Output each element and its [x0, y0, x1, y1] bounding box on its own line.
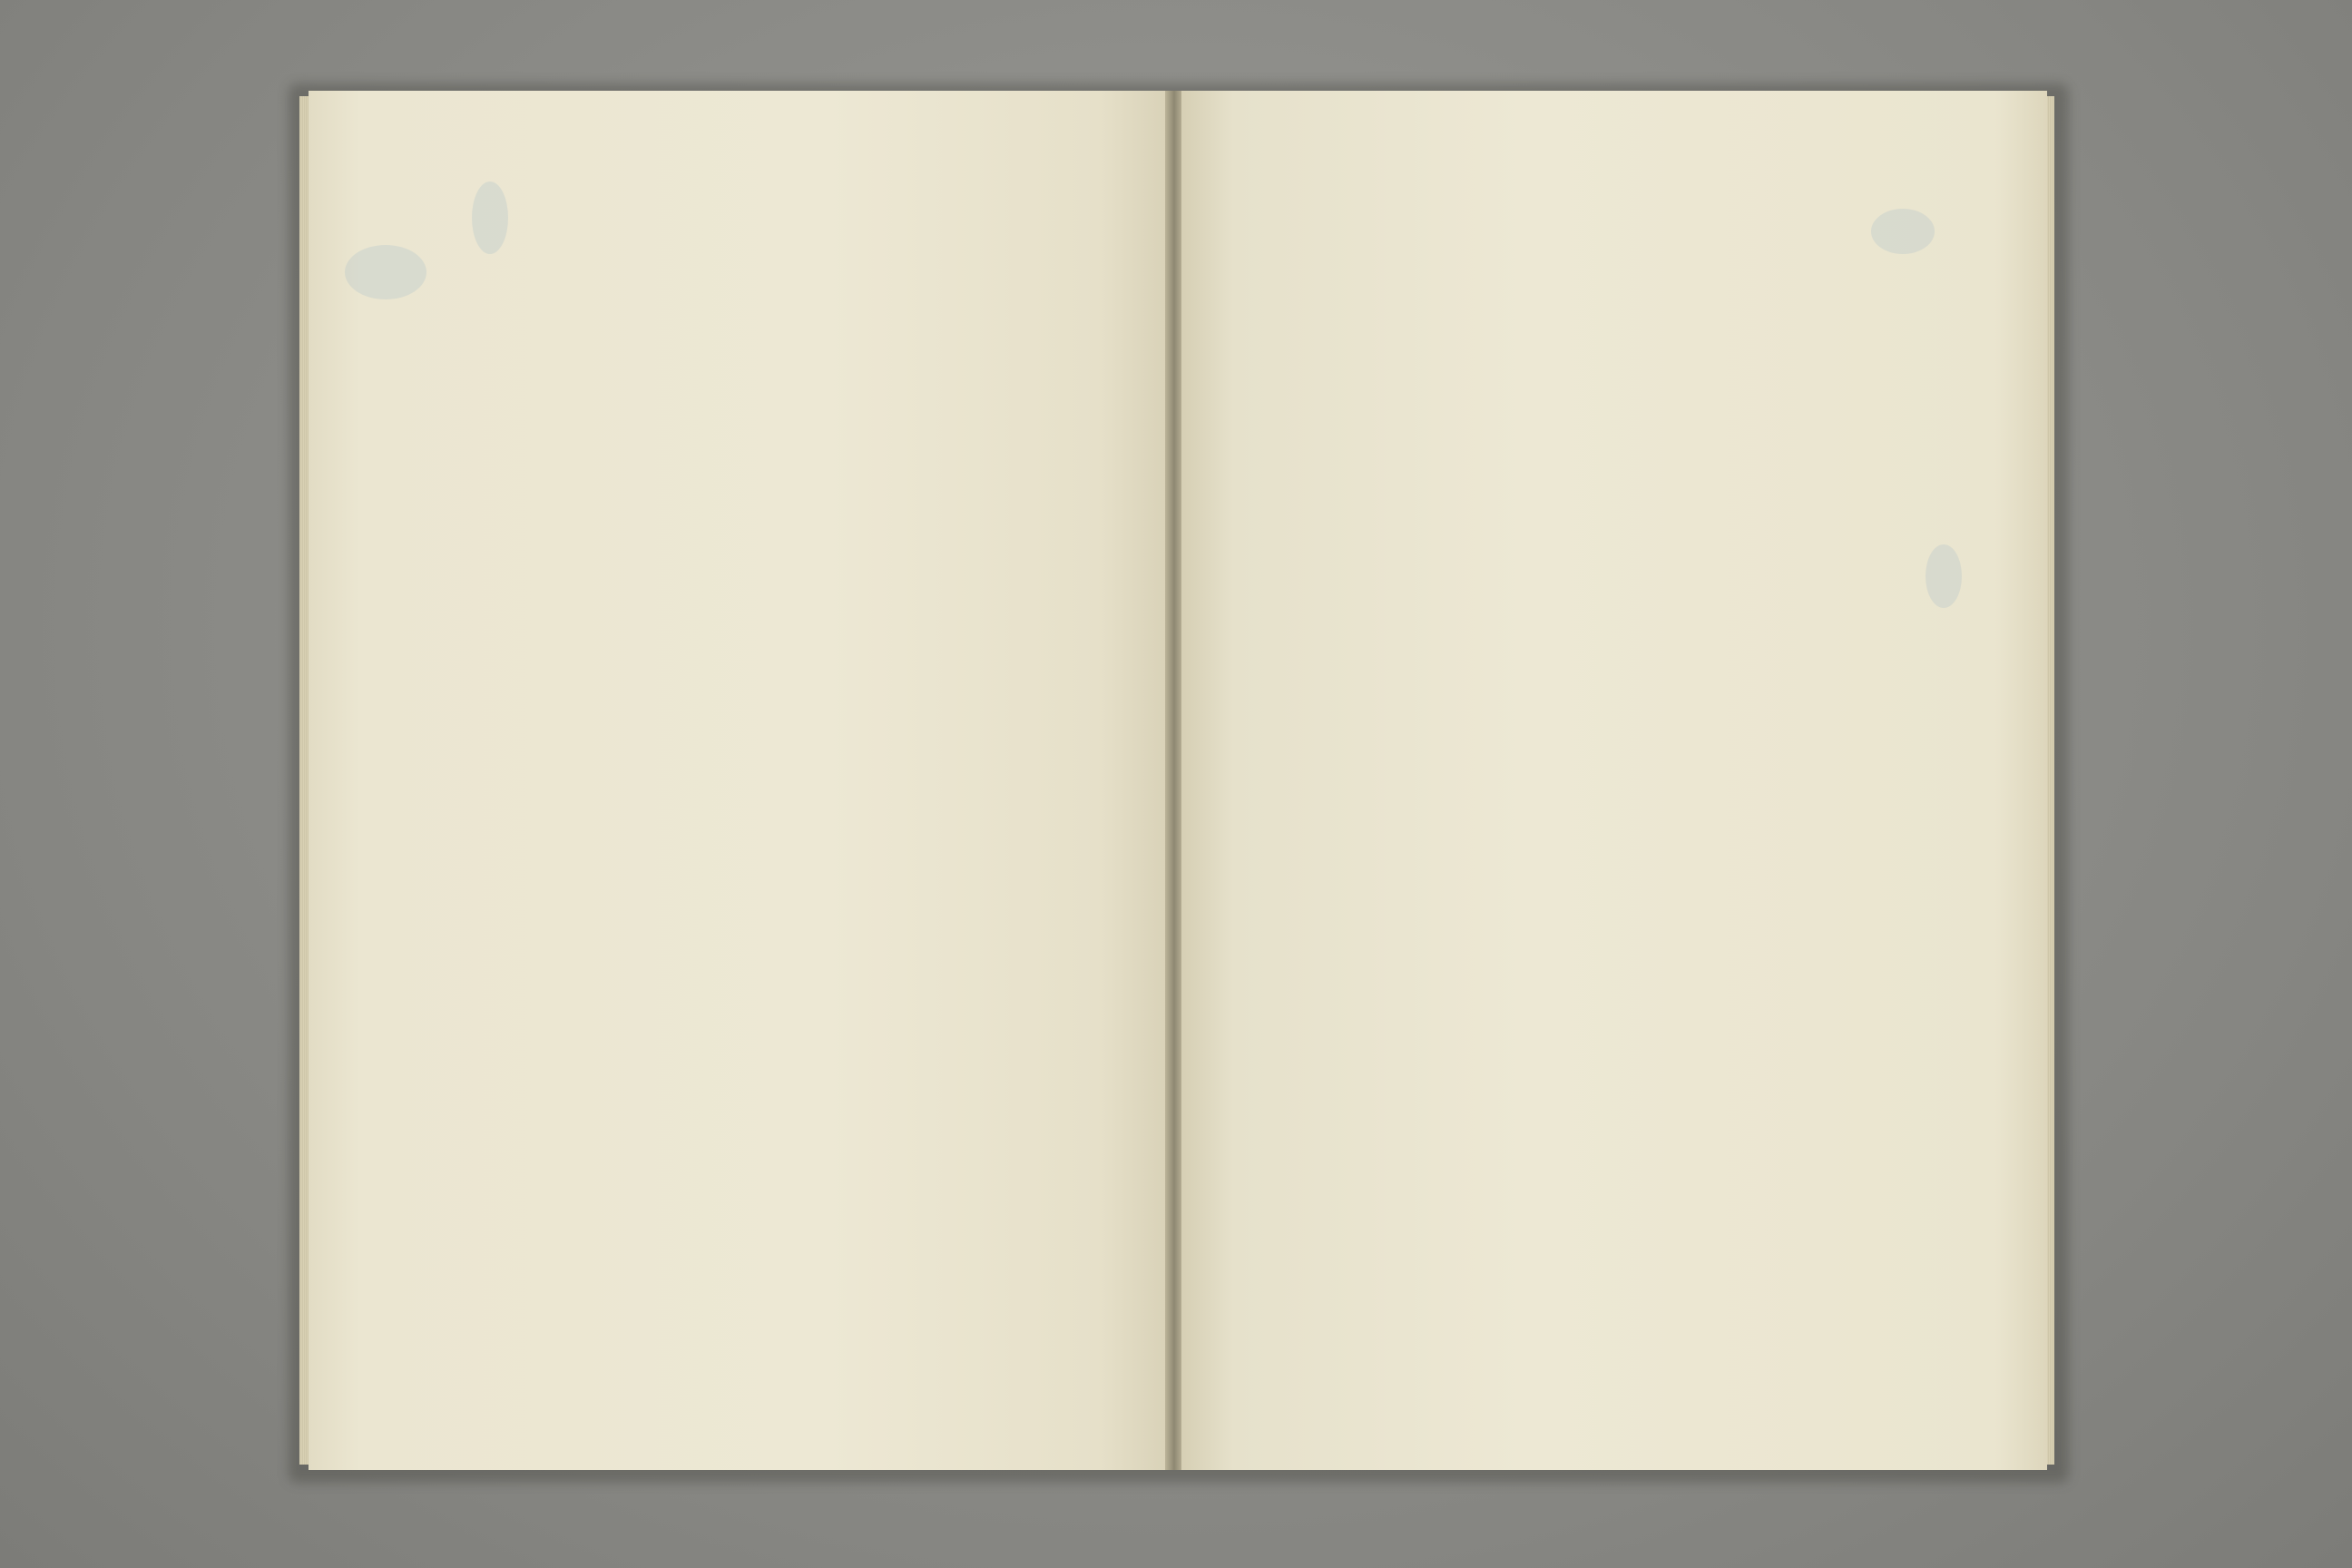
- text-column: [494, 363, 570, 1470]
- text-column: [951, 363, 1027, 1470]
- text-column: [646, 363, 722, 1470]
- text-column: [1445, 331, 1521, 1470]
- text-column: [1216, 331, 1292, 1470]
- text-column: [1521, 331, 1597, 1470]
- right-page-text: [1216, 91, 1978, 1470]
- text-column: [1292, 331, 1368, 1470]
- left-page-text: [341, 91, 1103, 1470]
- text-column: [570, 363, 646, 1470]
- page-edge-left: [299, 96, 309, 1465]
- book-gutter: [1165, 91, 1183, 1470]
- text-column: [341, 363, 417, 1470]
- text-column: [417, 363, 494, 1470]
- text-column: [799, 363, 875, 1470]
- text-column: [1749, 331, 1826, 1470]
- text-column: [1027, 363, 1103, 1470]
- right-page: [1181, 91, 2047, 1470]
- left-page: [309, 91, 1169, 1470]
- text-column: [1826, 331, 1902, 1470]
- text-column: [1673, 331, 1749, 1470]
- text-column: [1597, 331, 1673, 1470]
- text-column: [875, 363, 951, 1470]
- text-column: [1368, 331, 1445, 1470]
- text-column: [722, 363, 799, 1470]
- text-column: [1902, 331, 1978, 1470]
